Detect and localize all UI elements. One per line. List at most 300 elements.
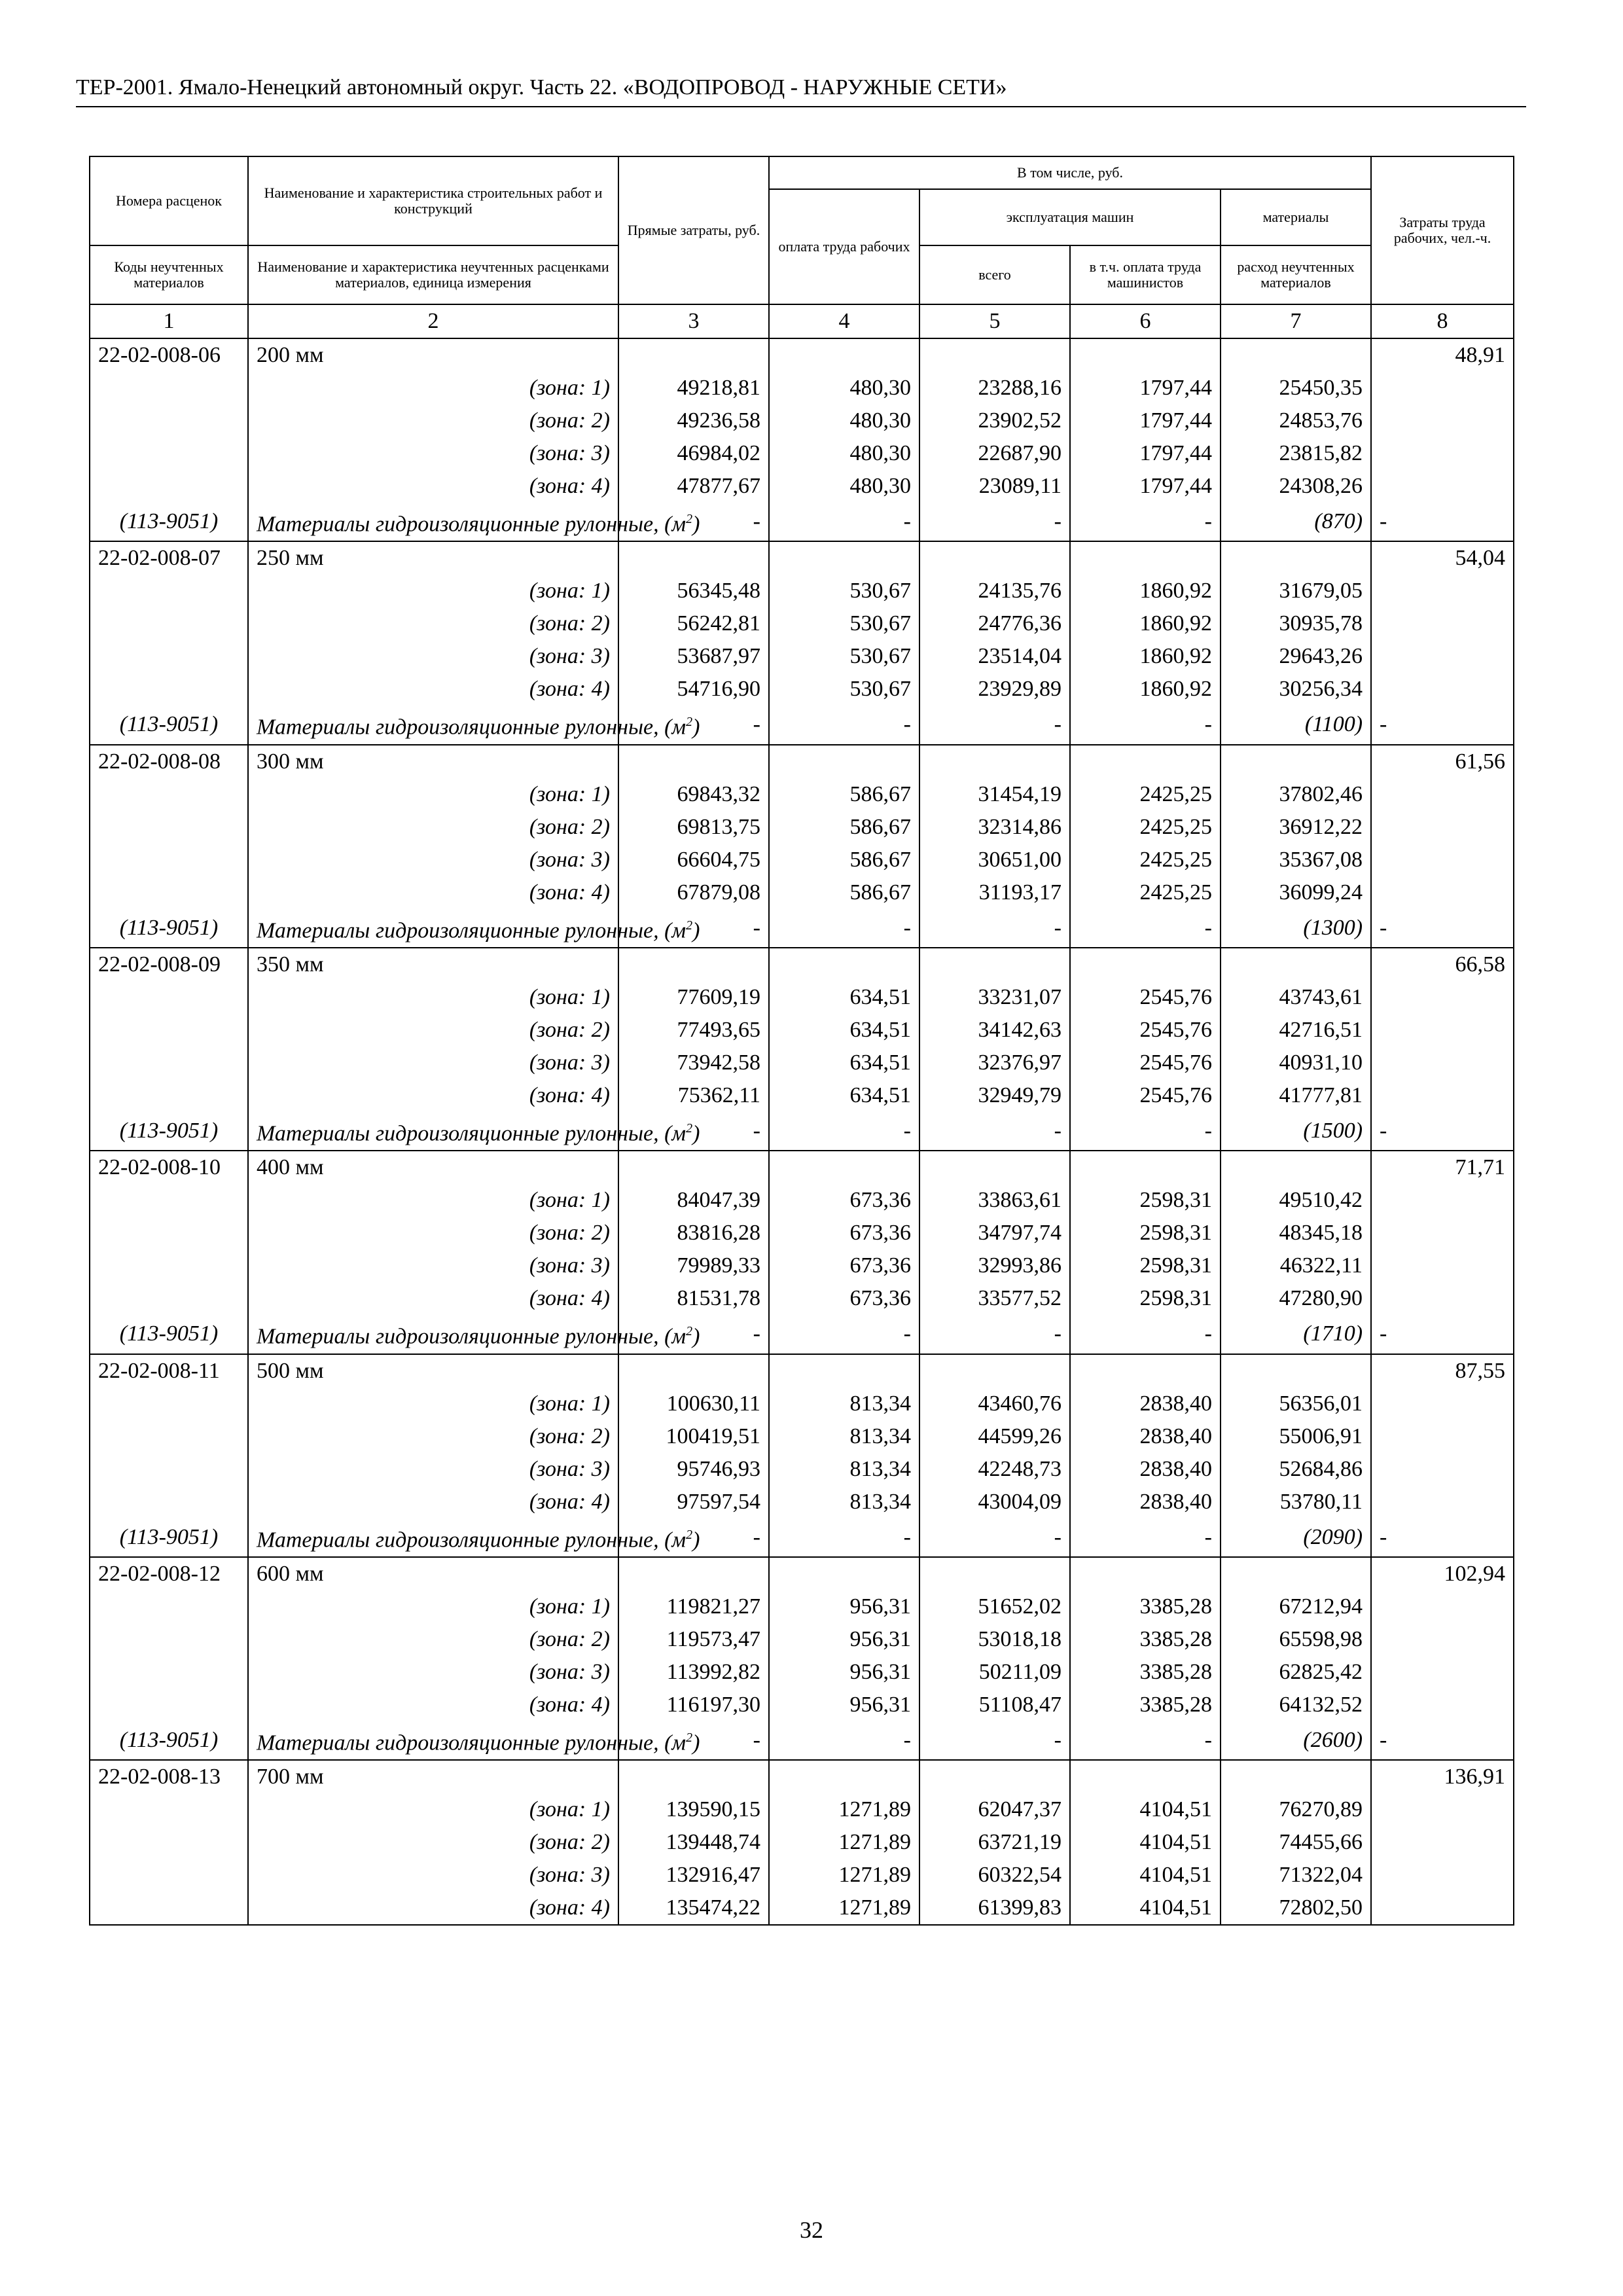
direct-costs: 132916,47 [618,1859,769,1892]
rate-work-name: 300 мм [248,745,618,778]
direct-costs: 49236,58 [618,404,769,437]
materials-cost: 36099,24 [1221,876,1371,909]
empty-cell [1070,948,1221,981]
empty-cell [1371,1590,1514,1623]
empty-cell [1371,1656,1514,1689]
material-labor: - [1371,909,1514,948]
worker-wage: 956,31 [769,1689,919,1721]
zone-row [90,1282,1514,1315]
worker-wage: 586,67 [769,876,919,909]
worker-wage: - [769,1518,919,1557]
empty-cell [1371,1014,1514,1047]
empty-cell [90,844,248,876]
direct-costs: - [618,706,769,744]
worker-wage: 530,67 [769,607,919,640]
empty-cell [90,372,248,404]
machines-total: 33577,52 [919,1282,1070,1315]
empty-cell [1371,1388,1514,1420]
machines-total: 33231,07 [919,981,1070,1014]
machines-total: 23902,52 [919,404,1070,437]
empty-cell [1371,1826,1514,1859]
empty-cell [1371,1282,1514,1315]
empty-cell [90,1892,248,1925]
material-row [90,909,1514,948]
machinist-wage: 1797,44 [1070,470,1221,503]
material-labor: - [1371,1518,1514,1557]
price-rates-table [89,156,1514,1926]
zone-row [90,1859,1514,1892]
rate-work-name: 500 мм [248,1354,618,1388]
zone-label: (зона: 1) [248,1793,618,1826]
empty-cell [90,1656,248,1689]
column-number: 4 [769,304,919,338]
worker-wage: 673,36 [769,1249,919,1282]
zone-label: (зона: 2) [248,607,618,640]
materials-cost: 72802,50 [1221,1892,1371,1925]
empty-cell [769,745,919,778]
material-consumption: (1300) [1221,909,1371,948]
machinist-wage: 2425,25 [1070,778,1221,811]
empty-cell [1371,1047,1514,1079]
zone-label: (зона: 1) [248,1184,618,1217]
empty-cell [618,1557,769,1590]
machinist-wage: 2598,31 [1070,1217,1221,1249]
material-name [248,909,700,948]
empty-cell [90,470,248,503]
empty-cell [90,1590,248,1623]
zone-row [90,981,1514,1014]
zone-row [90,1826,1514,1859]
zone-label: (зона: 1) [248,1590,618,1623]
machines-total: 61399,83 [919,1892,1070,1925]
page-header: ТЕР-2001. Ямало-Ненецкий автономный округ. Часть 22. «ВОДОПРОВОД - НАРУЖНЫЕ СЕТИ» [76,73,1526,107]
machinist-wage: 4104,51 [1070,1892,1221,1925]
rate-title-row [90,948,1514,981]
rate-labor: 87,55 [1371,1354,1514,1388]
machinist-wage: 1860,92 [1070,575,1221,607]
superscript: 2 [686,1121,693,1136]
empty-cell [1070,1760,1221,1793]
empty-cell [1221,745,1371,778]
zone-row [90,1420,1514,1453]
machines-total: 51652,02 [919,1590,1070,1623]
zone-label: (зона: 2) [248,1420,618,1453]
direct-costs: 79989,33 [618,1249,769,1282]
machines-total: - [919,1315,1070,1354]
material-name-text: ) [692,1527,700,1552]
zone-label: (зона: 2) [248,404,618,437]
material-consumption: (1710) [1221,1315,1371,1354]
column-number: 3 [618,304,769,338]
machines-total: 23089,11 [919,470,1070,503]
zone-row [90,673,1514,706]
material-name-text: ) [692,1324,700,1349]
direct-costs: - [618,909,769,948]
empty-cell [90,1859,248,1892]
material-name-text: ) [692,918,700,942]
rate-code: 22-02-008-08 [90,745,248,778]
direct-costs: 81531,78 [618,1282,769,1315]
machines-total: 34142,63 [919,1014,1070,1047]
material-consumption: (1100) [1221,706,1371,744]
empty-cell [919,338,1070,372]
materials-cost: 48345,18 [1221,1217,1371,1249]
machines-total: 23288,16 [919,372,1070,404]
empty-cell [1371,575,1514,607]
machines-total: 30651,00 [919,844,1070,876]
direct-costs: 139590,15 [618,1793,769,1826]
empty-cell [1221,1354,1371,1388]
empty-cell [90,981,248,1014]
empty-cell [1371,1486,1514,1518]
zone-label: (зона: 4) [248,1486,618,1518]
direct-costs: 53687,97 [618,640,769,673]
empty-cell [90,1826,248,1859]
machinist-wage: 2598,31 [1070,1282,1221,1315]
empty-cell [90,1217,248,1249]
machinist-wage: 3385,28 [1070,1656,1221,1689]
rate-code: 22-02-008-06 [90,338,248,372]
material-row [90,503,1514,541]
empty-cell [1221,541,1371,575]
direct-costs: 97597,54 [618,1486,769,1518]
empty-cell [769,948,919,981]
zone-row [90,1892,1514,1925]
material-row [90,1518,1514,1557]
header-material-name: Наименование и характеристика неучтенных расценками материалов, единица измерения [248,245,618,304]
empty-cell [1371,1892,1514,1925]
empty-cell [1371,811,1514,844]
material-consumption: (1500) [1221,1112,1371,1151]
rate-labor: 71,71 [1371,1151,1514,1184]
column-number: 8 [1371,304,1514,338]
zone-label: (зона: 2) [248,1826,618,1859]
superscript: 2 [686,715,693,730]
table-body [90,338,1514,1925]
empty-cell [1070,1557,1221,1590]
empty-cell [1221,1557,1371,1590]
machinist-wage: - [1070,1721,1221,1760]
header-materials: материалы [1221,189,1371,245]
direct-costs: - [618,503,769,541]
zone-row [90,437,1514,470]
machinist-wage: - [1070,1518,1221,1557]
material-name-text: ) [692,1731,700,1755]
worker-wage: 956,31 [769,1656,919,1689]
empty-cell [90,1388,248,1420]
machinist-wage: 3385,28 [1070,1689,1221,1721]
worker-wage: 1271,89 [769,1826,919,1859]
header-work-name: Наименование и характеристика строительных работ и конструкций [248,156,618,245]
zone-row [90,1079,1514,1112]
empty-cell [769,1354,919,1388]
material-row [90,706,1514,744]
empty-cell [90,1453,248,1486]
machinist-wage: - [1070,909,1221,948]
empty-cell [769,541,919,575]
direct-costs: 95746,93 [618,1453,769,1486]
worker-wage: 673,36 [769,1282,919,1315]
zone-label: (зона: 3) [248,437,618,470]
direct-costs: 119821,27 [618,1590,769,1623]
machines-total: - [919,1721,1070,1760]
direct-costs: 75362,11 [618,1079,769,1112]
empty-cell [1371,876,1514,909]
rate-title-row [90,745,1514,778]
empty-cell [90,1014,248,1047]
materials-cost: 65598,98 [1221,1623,1371,1656]
material-labor: - [1371,1315,1514,1354]
direct-costs: 83816,28 [618,1217,769,1249]
header-material-consumption: расход неучтенных материалов [1221,245,1371,304]
machines-total: - [919,1112,1070,1151]
machines-total: 24776,36 [919,607,1070,640]
rate-work-name: 600 мм [248,1557,618,1590]
material-consumption: (2090) [1221,1518,1371,1557]
direct-costs: 69813,75 [618,811,769,844]
materials-cost: 40931,10 [1221,1047,1371,1079]
worker-wage: 586,67 [769,778,919,811]
materials-cost: 31679,05 [1221,575,1371,607]
empty-cell [1371,1793,1514,1826]
zone-label: (зона: 4) [248,1892,618,1925]
superscript: 2 [686,1324,693,1339]
materials-cost: 41777,81 [1221,1079,1371,1112]
machinist-wage: 1797,44 [1070,372,1221,404]
direct-costs: 100419,51 [618,1420,769,1453]
direct-costs: 47877,67 [618,470,769,503]
empty-cell [1221,1760,1371,1793]
direct-costs: 69843,32 [618,778,769,811]
material-row [90,1721,1514,1760]
machines-total: 32376,97 [919,1047,1070,1079]
machinist-wage: - [1070,1315,1221,1354]
worker-wage: 1271,89 [769,1859,919,1892]
zone-label: (зона: 4) [248,1282,618,1315]
machinist-wage: 2545,76 [1070,1014,1221,1047]
materials-cost: 35367,08 [1221,844,1371,876]
rate-labor: 48,91 [1371,338,1514,372]
material-name-text: Материалы гидроизоляционные рулонные, (м [257,512,687,537]
empty-cell [618,1151,769,1184]
material-labor: - [1371,706,1514,744]
material-code: (113-9051) [90,1315,248,1354]
zone-row [90,1249,1514,1282]
rate-work-name: 350 мм [248,948,618,981]
empty-cell [90,1079,248,1112]
worker-wage: 956,31 [769,1590,919,1623]
machinist-wage: - [1070,706,1221,744]
zone-row [90,1217,1514,1249]
direct-costs: - [618,1315,769,1354]
table-header [90,156,1514,338]
materials-cost: 55006,91 [1221,1420,1371,1453]
materials-cost: 23815,82 [1221,437,1371,470]
empty-cell [1371,607,1514,640]
materials-cost: 25450,35 [1221,372,1371,404]
machinist-wage: 2598,31 [1070,1249,1221,1282]
material-name [248,706,700,744]
empty-cell [618,1354,769,1388]
empty-cell [919,948,1070,981]
zone-label: (зона: 4) [248,1689,618,1721]
machinist-wage: 1860,92 [1070,673,1221,706]
zone-label: (зона: 1) [248,778,618,811]
worker-wage: 673,36 [769,1184,919,1217]
header-material-codes: Коды неучтенных материалов [90,245,248,304]
materials-cost: 29643,26 [1221,640,1371,673]
machinist-wage: 2425,25 [1070,876,1221,909]
worker-wage: - [769,1112,919,1151]
machinist-wage: 4104,51 [1070,1793,1221,1826]
header-labor-costs: Затраты труда рабочих, чел.-ч. [1371,156,1514,304]
column-number: 6 [1070,304,1221,338]
zone-label: (зона: 3) [248,844,618,876]
material-name [248,1315,700,1354]
zone-label: (зона: 4) [248,673,618,706]
material-labor: - [1371,1112,1514,1151]
material-name [248,1112,700,1151]
direct-costs: 77493,65 [618,1014,769,1047]
rate-labor: 102,94 [1371,1557,1514,1590]
empty-cell [1371,470,1514,503]
empty-cell [1070,1151,1221,1184]
zone-row [90,640,1514,673]
zone-label: (зона: 3) [248,1249,618,1282]
direct-costs: 135474,22 [618,1892,769,1925]
material-code: (113-9051) [90,1518,248,1557]
materials-cost: 46322,11 [1221,1249,1371,1282]
worker-wage: 956,31 [769,1623,919,1656]
zone-label: (зона: 3) [248,1047,618,1079]
machinist-wage: 1860,92 [1070,607,1221,640]
machines-total: 23929,89 [919,673,1070,706]
header-machine-operation: эксплуатация машин [919,189,1221,245]
machines-total: 32993,86 [919,1249,1070,1282]
worker-wage: 480,30 [769,470,919,503]
empty-cell [919,745,1070,778]
empty-cell [769,338,919,372]
empty-cell [618,745,769,778]
machinist-wage: 2838,40 [1070,1388,1221,1420]
material-row [90,1315,1514,1354]
zone-label: (зона: 4) [248,1079,618,1112]
machines-total: - [919,1518,1070,1557]
zone-row [90,1184,1514,1217]
material-name-text: ) [692,512,700,537]
header-machines-total: всего [919,245,1070,304]
superscript: 2 [686,1527,693,1542]
zone-label: (зона: 4) [248,470,618,503]
material-labor: - [1371,503,1514,541]
zone-row [90,404,1514,437]
empty-cell [90,1282,248,1315]
empty-cell [90,607,248,640]
machines-total: 43460,76 [919,1388,1070,1420]
machinist-wage: 1797,44 [1070,404,1221,437]
materials-cost: 30935,78 [1221,607,1371,640]
materials-cost: 64132,52 [1221,1689,1371,1721]
direct-costs: 73942,58 [618,1047,769,1079]
rate-labor: 66,58 [1371,948,1514,981]
direct-costs: 119573,47 [618,1623,769,1656]
direct-costs: 56242,81 [618,607,769,640]
material-code: (113-9051) [90,909,248,948]
zone-row [90,1623,1514,1656]
empty-cell [90,673,248,706]
rate-work-name: 700 мм [248,1760,618,1793]
rate-title-row [90,1151,1514,1184]
machines-total: 50211,09 [919,1656,1070,1689]
empty-cell [1371,1217,1514,1249]
materials-cost: 62825,42 [1221,1656,1371,1689]
material-name-text: Материалы гидроизоляционные рулонные, (м [257,1527,687,1552]
empty-cell [1070,1354,1221,1388]
rate-title-row [90,338,1514,372]
direct-costs: 116197,30 [618,1689,769,1721]
zone-row [90,372,1514,404]
machines-total: 44599,26 [919,1420,1070,1453]
empty-cell [90,1249,248,1282]
direct-costs: 46984,02 [618,437,769,470]
material-code: (113-9051) [90,503,248,541]
empty-cell [769,1760,919,1793]
worker-wage: 530,67 [769,575,919,607]
direct-costs: 139448,74 [618,1826,769,1859]
rate-code: 22-02-008-12 [90,1557,248,1590]
empty-cell [1371,1623,1514,1656]
rate-code: 22-02-008-11 [90,1354,248,1388]
worker-wage: 480,30 [769,404,919,437]
material-name [248,1518,700,1557]
worker-wage: - [769,706,919,744]
machinist-wage: 2545,76 [1070,981,1221,1014]
materials-cost: 24308,26 [1221,470,1371,503]
worker-wage: 530,67 [769,640,919,673]
zone-row [90,1486,1514,1518]
empty-cell [90,1184,248,1217]
materials-cost: 71322,04 [1221,1859,1371,1892]
zone-row [90,778,1514,811]
material-labor: - [1371,1721,1514,1760]
machines-total: 34797,74 [919,1217,1070,1249]
zone-row [90,1590,1514,1623]
empty-cell [919,1354,1070,1388]
machines-total: 51108,47 [919,1689,1070,1721]
machinist-wage: 2598,31 [1070,1184,1221,1217]
worker-wage: - [769,1721,919,1760]
empty-cell [1371,844,1514,876]
rate-work-name: 400 мм [248,1151,618,1184]
zone-row [90,470,1514,503]
empty-cell [90,1047,248,1079]
zone-row [90,1793,1514,1826]
direct-costs: 49218,81 [618,372,769,404]
rate-labor: 136,91 [1371,1760,1514,1793]
zone-label: (зона: 2) [248,1623,618,1656]
machinist-wage: 2545,76 [1070,1079,1221,1112]
rate-work-name: 200 мм [248,338,618,372]
direct-costs: 66604,75 [618,844,769,876]
materials-cost: 42716,51 [1221,1014,1371,1047]
empty-cell [919,1557,1070,1590]
materials-cost: 37802,46 [1221,778,1371,811]
zone-label: (зона: 1) [248,575,618,607]
machines-total: - [919,909,1070,948]
zone-row [90,1388,1514,1420]
rate-labor: 54,04 [1371,541,1514,575]
empty-cell [90,1689,248,1721]
